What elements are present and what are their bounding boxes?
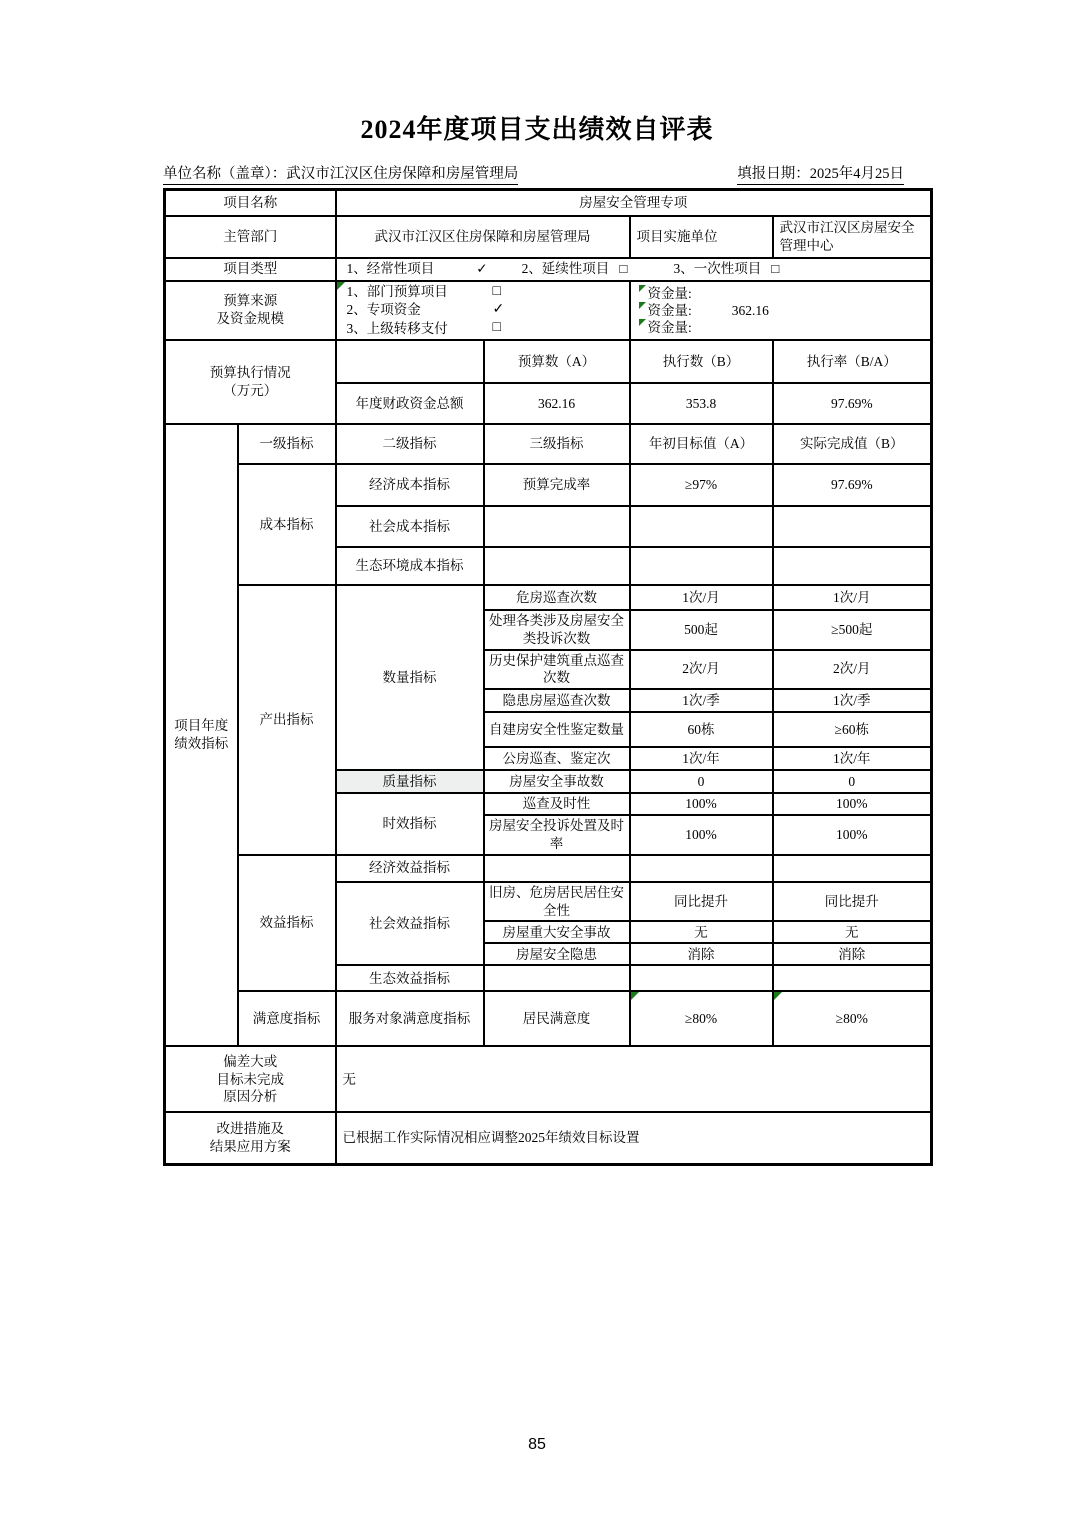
- annual-indicators-side-label: 项目年度 绩效指标: [165, 424, 238, 1047]
- l3-label: 预算完成率: [484, 464, 630, 506]
- department-label: 主管部门: [165, 216, 336, 258]
- budget-amounts: [630, 281, 932, 340]
- unit-name-label: 单位名称（盖章）：武汉市江汉区住房保障和房屋管理局: [163, 162, 518, 185]
- table-row: [165, 190, 932, 216]
- benefit-indicator-label: 效益指标: [238, 855, 336, 992]
- target-value: ≥97%: [630, 464, 773, 506]
- budget-a-value: 362.16: [484, 383, 630, 424]
- table-row: [165, 464, 932, 506]
- project-type-options: [336, 258, 932, 281]
- quality-indicator-label: 质量指标: [336, 770, 484, 793]
- table-row: [165, 585, 932, 610]
- l3-label: 巡查及时性: [484, 793, 630, 815]
- l3-label: 居民满意度: [484, 991, 630, 1046]
- budget-item-label: 1、部门预算项目: [346, 283, 448, 299]
- comment-flag-icon: [639, 302, 646, 309]
- checkbox-icon: □: [619, 261, 628, 277]
- l2-label: 社会效益指标: [336, 882, 484, 966]
- impl-unit-label: 项目实施单位: [630, 216, 773, 258]
- l3-label: 房屋安全隐患: [484, 943, 630, 965]
- table-row: [165, 258, 932, 281]
- actual-value: ≥80%: [773, 991, 932, 1046]
- actual-value: 1次/季: [773, 689, 932, 712]
- check-mark-icon: ✓: [476, 261, 488, 277]
- target-value: ≥80%: [630, 991, 773, 1046]
- l3-label: [484, 506, 630, 547]
- actual-value: [773, 965, 932, 991]
- checkbox-icon: □: [771, 261, 780, 277]
- l2-label: 生态环境成本指标: [336, 547, 484, 585]
- l3-label: 房屋安全投诉处置及时率: [484, 815, 630, 855]
- l3-label: 房屋重大安全事故: [484, 921, 630, 943]
- checkbox-icon: □: [492, 283, 501, 299]
- l2-label: 经济效益指标: [336, 855, 484, 882]
- budget-source-items: [336, 281, 630, 340]
- target-value: 0: [630, 770, 773, 793]
- satisfaction-indicator-label: 满意度指标: [238, 991, 336, 1046]
- budget-exec-label: 预算执行情况 （万元）: [165, 340, 336, 424]
- target-value: 1次/月: [630, 585, 773, 610]
- amount-value: 362.16: [731, 302, 769, 318]
- project-name-label: 项目名称: [165, 190, 336, 216]
- header-level2: 二级指标: [336, 424, 484, 464]
- comment-flag-icon: [774, 992, 782, 1000]
- option-label: 2、延续性项目: [521, 261, 610, 277]
- header-target: 年初目标值（A）: [630, 424, 773, 464]
- table-row: [165, 281, 932, 340]
- l3-label: 隐患房屋巡查次数: [484, 689, 630, 712]
- report-date-label: 填报日期：2025年4月25日: [737, 162, 904, 185]
- l2-label: 生态效益指标: [336, 965, 484, 991]
- actual-value: 2次/月: [773, 650, 932, 690]
- check-mark-icon: ✓: [492, 301, 505, 317]
- table-row: [165, 424, 932, 464]
- actual-value: 1次/年: [773, 747, 932, 770]
- page-title: 2024年度项目支出绩效自评表: [360, 115, 714, 144]
- table-row: [165, 855, 932, 882]
- comment-flag-icon: [639, 285, 646, 292]
- page-number: 85: [528, 1436, 546, 1453]
- target-value: 100%: [630, 793, 773, 815]
- option-label: 1、经常性项目: [346, 261, 435, 277]
- empty-cell: [336, 340, 484, 383]
- target-value: [630, 965, 773, 991]
- target-value: 无: [630, 921, 773, 943]
- l3-label: [484, 965, 630, 991]
- actual-value: 100%: [773, 815, 932, 855]
- actual-value: ≥500起: [773, 610, 932, 650]
- table-row: [165, 216, 932, 258]
- output-indicator-label: 产出指标: [238, 585, 336, 855]
- target-value: 100%: [630, 815, 773, 855]
- budget-item-label: 3、上级转移支付: [346, 320, 448, 336]
- actual-value: 97.69%: [773, 464, 932, 506]
- l2-label: 经济成本指标: [336, 464, 484, 506]
- col-header-rate: 执行率（B/A）: [773, 340, 932, 383]
- l3-label: 旧房、危房居民居住安全性: [484, 882, 630, 922]
- target-value: 60栋: [630, 712, 773, 747]
- actual-value: [773, 506, 932, 547]
- l3-label: [484, 547, 630, 585]
- department-value: 武汉市江汉区住房保障和房屋管理局: [336, 216, 630, 258]
- timeliness-indicator-label: 时效指标: [336, 793, 484, 855]
- l2-label: 社会成本指标: [336, 506, 484, 547]
- target-value: 同比提升: [630, 882, 773, 922]
- actual-value: 0: [773, 770, 932, 793]
- header-level3: 三级指标: [484, 424, 630, 464]
- table-row: [165, 340, 932, 383]
- col-header-budget-a: 预算数（A）: [484, 340, 630, 383]
- actual-value: [773, 855, 932, 882]
- actual-value: 无: [773, 921, 932, 943]
- exec-b-value: 353.8: [630, 383, 773, 424]
- l3-label: 自建房安全性鉴定数量: [484, 712, 630, 747]
- l3-label: 危房巡查次数: [484, 585, 630, 610]
- amount-label: 资金量:: [647, 319, 692, 335]
- checkbox-icon: □: [492, 320, 501, 336]
- actual-value: 同比提升: [773, 882, 932, 922]
- table-row: [165, 1112, 932, 1164]
- l3-label: 公房巡查、鉴定次: [484, 747, 630, 770]
- meta-row: [163, 162, 930, 185]
- performance-table: [163, 188, 933, 1166]
- target-value: 2次/月: [630, 650, 773, 690]
- target-value: 500起: [630, 610, 773, 650]
- col-header-exec-b: 执行数（B）: [630, 340, 773, 383]
- l3-label: 处理各类涉及房屋安全类投诉次数: [484, 610, 630, 650]
- actual-value: 消除: [773, 943, 932, 965]
- comment-flag-icon: [337, 282, 345, 290]
- table-row: [165, 991, 932, 1046]
- header-level1: 一级指标: [238, 424, 336, 464]
- target-value: 1次/季: [630, 689, 773, 712]
- target-value: [630, 547, 773, 585]
- improvement-value: 已根据工作实际情况相应调整2025年绩效目标设置: [336, 1112, 932, 1164]
- deviation-value: 无: [336, 1046, 932, 1112]
- target-value: [630, 855, 773, 882]
- header-actual: 实际完成值（B）: [773, 424, 932, 464]
- target-value: [630, 506, 773, 547]
- option-label: 3、一次性项目: [673, 261, 762, 277]
- l3-label: 房屋安全事故数: [484, 770, 630, 793]
- actual-value: 100%: [773, 793, 932, 815]
- amount-label: 资金量:: [647, 285, 692, 301]
- l3-label: 历史保护建筑重点巡查次数: [484, 650, 630, 690]
- actual-value: [773, 547, 932, 585]
- actual-value: 1次/月: [773, 585, 932, 610]
- improvement-label: 改进措施及 结果应用方案: [165, 1112, 336, 1164]
- budget-source-label: 预算来源 及资金规模: [165, 281, 336, 340]
- l2-label: 服务对象满意度指标: [336, 991, 484, 1046]
- cost-indicator-label: 成本指标: [238, 464, 336, 585]
- comment-flag-icon: [639, 319, 646, 326]
- deviation-label: 偏差大或 目标未完成 原因分析: [165, 1046, 336, 1112]
- budget-item-label: 2、专项资金: [346, 302, 421, 318]
- table-row: [165, 1046, 932, 1112]
- actual-value: ≥60栋: [773, 712, 932, 747]
- project-type-label: 项目类型: [165, 258, 336, 281]
- annual-funds-label: 年度财政资金总额: [336, 383, 484, 424]
- project-name-value: 房屋安全管理专项: [336, 190, 932, 216]
- impl-unit-value: 武汉市江汉区房屋安全管理中心: [773, 216, 932, 258]
- target-value: 1次/年: [630, 747, 773, 770]
- target-value: 消除: [630, 943, 773, 965]
- l3-label: [484, 855, 630, 882]
- exec-rate-value: 97.69%: [773, 383, 932, 424]
- comment-flag-icon: [631, 992, 639, 1000]
- quantity-indicator-label: 数量指标: [336, 585, 484, 770]
- amount-label: 资金量:: [647, 302, 692, 318]
